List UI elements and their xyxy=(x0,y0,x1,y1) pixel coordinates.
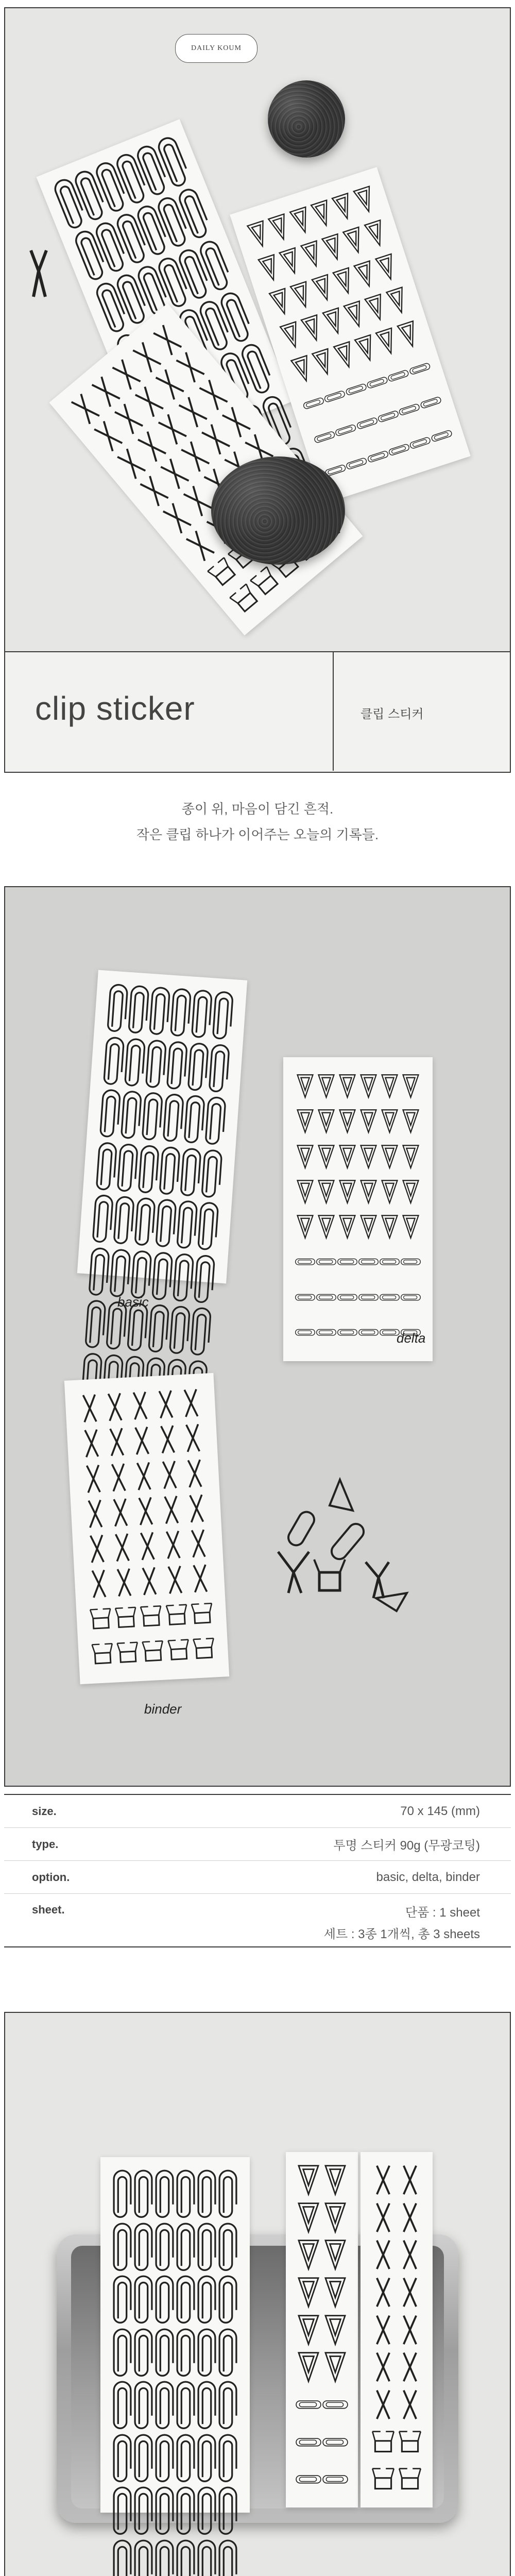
binder-clip-icon xyxy=(89,1636,116,1672)
triangle-clip-icon xyxy=(322,2348,349,2386)
paperclip-icon xyxy=(154,2433,175,2486)
triangle-clip-icon xyxy=(295,1069,316,1104)
intro-line-2: 작은 클립 하나가 이어주는 오늘의 기록들. xyxy=(136,827,379,842)
paperclip-icon xyxy=(175,2168,196,2222)
paperclip-icon xyxy=(133,2327,154,2380)
paperclip-icon xyxy=(175,2222,196,2275)
paperclip-icon xyxy=(111,1194,136,1248)
triangle-clip-icon xyxy=(358,1104,379,1139)
triangle-clip-icon xyxy=(337,1104,358,1139)
binder-clip-icon xyxy=(161,1562,188,1598)
binder-clip-icon xyxy=(104,1424,131,1461)
binder-clip-icon xyxy=(158,1492,185,1528)
triangle-clip-icon xyxy=(322,2161,349,2199)
triangle-clip-icon xyxy=(316,1209,337,1244)
flat-clip-icon xyxy=(337,1244,358,1279)
paperclip-icon xyxy=(217,2222,238,2275)
tin-case-photo xyxy=(4,2012,511,2576)
paperclip-icon xyxy=(133,2274,154,2327)
paperclip-icon xyxy=(133,2222,154,2275)
binder-clip-icon xyxy=(154,1421,181,1458)
paperclip-icon xyxy=(123,1036,147,1090)
paperclip-icon xyxy=(175,2433,196,2486)
triangle-clip-icon xyxy=(322,2199,349,2236)
paperclip-icon xyxy=(147,985,172,1039)
binder-clip-icon xyxy=(78,1425,105,1462)
paperclip-icon xyxy=(146,1302,171,1357)
paperclip-icon xyxy=(144,1038,168,1092)
triangle-clip-icon xyxy=(337,1139,358,1174)
stone-bottom xyxy=(211,456,345,565)
paperclip-icon xyxy=(140,1090,165,1144)
paperclip-icon xyxy=(154,2485,175,2538)
flat-clip-icon xyxy=(295,1280,316,1315)
binder-clip-icon xyxy=(82,1496,109,1532)
paperclip-icon xyxy=(161,1092,186,1146)
paperclip-icon xyxy=(83,1298,108,1352)
triangle-clip-icon xyxy=(322,2274,349,2311)
flat-clip-icon xyxy=(337,1280,358,1315)
spec-row-option xyxy=(4,1861,511,1894)
binder-clip-icon xyxy=(181,1455,209,1492)
triangle-clip-icon xyxy=(400,1104,421,1139)
paperclip-icon xyxy=(196,2538,217,2576)
triangle-clip-icon xyxy=(358,1209,379,1244)
binder-clip-icon xyxy=(138,1598,165,1635)
paperclip-icon xyxy=(112,2485,133,2538)
paperclip-icon xyxy=(175,2485,196,2538)
spec-key: sheet. xyxy=(32,1903,65,1916)
product-title: clip sticker xyxy=(35,690,195,727)
binder-clip-icon xyxy=(397,2461,423,2498)
binder-clip-icon xyxy=(397,2348,423,2386)
binder-clip-icon xyxy=(76,1390,104,1427)
brand-tag: DAILY KOUM xyxy=(175,34,258,63)
paperclip-icon xyxy=(133,2433,154,2486)
binder-clip-icon xyxy=(112,1600,140,1636)
paperclip-icon xyxy=(133,2538,154,2576)
triangle-clip-icon xyxy=(379,1174,400,1209)
binder-clip-icon xyxy=(101,1389,129,1426)
paperclip-icon xyxy=(112,2222,133,2275)
triangle-clip-icon xyxy=(337,1209,358,1244)
binder-clip-icon xyxy=(370,2386,397,2424)
binder-clip-icon xyxy=(114,1635,142,1671)
binder-clip-icon xyxy=(105,1459,132,1496)
triangle-clip-icon xyxy=(337,1069,358,1104)
caption-delta: delta xyxy=(397,1330,426,1346)
sticker-sheet-basic-tin xyxy=(100,2157,250,2513)
paperclip-icon xyxy=(175,2380,196,2433)
paperclip-icon xyxy=(112,2327,133,2380)
paperclip-icon xyxy=(196,1200,220,1254)
binder-clip-icon xyxy=(370,2274,397,2311)
binder-clip-icon xyxy=(140,1633,167,1670)
flat-clip-icon xyxy=(322,2386,349,2424)
paperclip-icon xyxy=(133,2168,154,2222)
paperclip-icon xyxy=(167,1304,192,1358)
flat-clip-icon xyxy=(316,1280,337,1315)
paperclip-icon xyxy=(199,1147,224,1201)
paperclip-icon xyxy=(217,2433,238,2486)
triangle-clip-icon xyxy=(295,2236,322,2274)
binder-clip-icon xyxy=(370,2424,397,2461)
binder-clip-icon xyxy=(177,1385,204,1421)
paperclip-icon xyxy=(136,1143,161,1197)
flat-clip-icon xyxy=(379,1280,400,1315)
paperclip-icon xyxy=(175,2274,196,2327)
triangle-clip-icon xyxy=(295,2274,322,2311)
spec-row-sheet xyxy=(4,1894,511,1947)
triangle-clip-icon xyxy=(316,1104,337,1139)
paperclip-icon xyxy=(112,2538,133,2576)
sticker-sheet-binder xyxy=(64,1373,229,1684)
hero-photo xyxy=(4,7,511,652)
paperclip-icon xyxy=(196,2222,217,2275)
triangle-clip-icon xyxy=(295,1139,316,1174)
triangle-clip-icon xyxy=(322,2311,349,2349)
triangle-clip-icon xyxy=(295,1174,316,1209)
triangle-clip-icon xyxy=(295,2161,322,2199)
flat-clip-icon xyxy=(400,1280,421,1315)
triangle-clip-icon xyxy=(295,2348,322,2386)
binder-clip-icon xyxy=(188,1596,216,1632)
triangle-clip-icon xyxy=(400,1069,421,1104)
sticker-sheet-binder-tin xyxy=(360,2152,433,2507)
paperclip-icon xyxy=(217,2485,238,2538)
title-bar xyxy=(4,652,511,773)
binder-clip-icon xyxy=(397,2386,423,2424)
sticker-sheet-delta xyxy=(283,1057,433,1361)
binder-clip-icon xyxy=(370,2461,397,2498)
paperclip-icon xyxy=(98,1088,123,1142)
triangle-clip-icon xyxy=(400,1139,421,1174)
paperclip-icon xyxy=(105,982,130,1036)
paperclip-icon xyxy=(133,2485,154,2538)
paperclip-icon xyxy=(87,1245,111,1299)
flat-clip-icon xyxy=(295,1244,316,1279)
paperclip-icon xyxy=(154,2538,175,2576)
stone-top xyxy=(268,80,345,158)
spec-value: 70 x 145 (mm) xyxy=(400,1804,480,1818)
spec-value: 단품 : 1 sheet xyxy=(405,1906,480,1920)
paperclip-icon xyxy=(182,1093,207,1147)
paperclip-icon xyxy=(157,1144,182,1198)
paperclip-icon xyxy=(188,1306,213,1360)
paperclip-icon xyxy=(108,1247,132,1301)
flat-clip-icon xyxy=(358,1315,379,1350)
paperclip-icon xyxy=(154,2380,175,2433)
paperclip-icon xyxy=(154,2168,175,2222)
binder-clip-icon xyxy=(183,1490,210,1527)
triangle-clip-icon xyxy=(400,1209,421,1244)
paperclip-icon xyxy=(196,2327,217,2380)
flat-clip-icon xyxy=(400,1244,421,1279)
triangle-clip-icon xyxy=(316,1139,337,1174)
flat-clip-icon xyxy=(358,1244,379,1279)
binder-clip-icon xyxy=(397,2236,423,2274)
binder-clip-icon xyxy=(160,1527,187,1563)
paperclip-icon xyxy=(112,2380,133,2433)
flat-clip-icon xyxy=(379,1244,400,1279)
spec-row-type xyxy=(4,1828,511,1861)
binder-clip-icon xyxy=(156,1456,183,1493)
binder-clip-icon xyxy=(370,2199,397,2236)
paperclip-icon xyxy=(126,984,151,1038)
paperclip-icon xyxy=(186,1041,211,1095)
triangle-clip-icon xyxy=(316,1069,337,1104)
paperclip-icon xyxy=(153,1197,178,1251)
paperclip-icon xyxy=(217,2538,238,2576)
paperclip-icon xyxy=(217,2168,238,2222)
binder-clip-icon xyxy=(134,1528,161,1565)
intro-text xyxy=(0,796,515,848)
binder-clip-icon xyxy=(397,2424,423,2461)
paperclip-icon xyxy=(175,1199,199,1253)
paperclip-icon xyxy=(115,1142,140,1196)
binder-clip-icon xyxy=(185,1526,212,1562)
paperclip-icon xyxy=(192,1253,217,1307)
triangle-clip-icon xyxy=(316,1174,337,1209)
triangle-clip-icon xyxy=(337,1174,358,1209)
title-divider xyxy=(333,652,334,771)
binder-clip-icon xyxy=(370,2348,397,2386)
flat-clip-icon xyxy=(316,1315,337,1350)
paperclip-icon xyxy=(196,2433,217,2486)
triangle-clip-icon xyxy=(379,1069,400,1104)
paperclip-icon xyxy=(112,2433,133,2486)
paperclip-icon xyxy=(207,1042,232,1096)
binder-clip-icon xyxy=(83,1531,111,1567)
binder-clip-icon xyxy=(397,2274,423,2311)
paperclip-icon xyxy=(112,2168,133,2222)
triangle-clip-icon xyxy=(358,1069,379,1104)
binder-clip-icon xyxy=(152,1386,179,1423)
binder-clip-icon xyxy=(397,2161,423,2199)
sticker-sheet-basic xyxy=(77,970,247,1284)
triangle-clip-icon xyxy=(295,1209,316,1244)
flat-clip-icon xyxy=(322,2461,349,2498)
triangle-clip-icon xyxy=(379,1104,400,1139)
paperclip-icon xyxy=(178,1146,203,1200)
paperclip-icon xyxy=(132,1196,157,1250)
triangle-clip-icon xyxy=(322,2236,349,2274)
flat-clip-icon xyxy=(295,2386,322,2424)
binder-clip-icon xyxy=(129,1422,156,1459)
binder-clip-icon xyxy=(163,1597,191,1633)
paperclip-icon xyxy=(175,2327,196,2380)
binder-clip-icon xyxy=(21,240,57,302)
flat-clip-icon xyxy=(295,1315,316,1350)
paperclip-icon xyxy=(101,1035,126,1089)
scattered-clips xyxy=(263,1469,417,1624)
paperclip-icon xyxy=(217,2327,238,2380)
paperclip-icon xyxy=(165,1039,190,1093)
spec-key: size. xyxy=(32,1804,57,1818)
paperclip-icon xyxy=(119,1089,144,1143)
binder-clip-icon xyxy=(136,1563,163,1600)
paperclip-icon xyxy=(171,1251,196,1306)
triangle-clip-icon xyxy=(358,1139,379,1174)
triangle-clip-icon xyxy=(295,2311,322,2349)
spec-value: basic, delta, binder xyxy=(376,1870,480,1884)
spec-value-2: 세트 : 3종 1개씩, 총 3 sheets xyxy=(323,1927,480,1941)
sticker-sheet-delta-tin xyxy=(286,2152,358,2507)
paperclip-icon xyxy=(211,989,235,1043)
paperclip-icon xyxy=(154,2327,175,2380)
binder-clip-icon xyxy=(397,2311,423,2349)
flat-clip-icon xyxy=(295,2461,322,2498)
triangle-clip-icon xyxy=(358,1174,379,1209)
caption-basic: basic xyxy=(117,1294,149,1310)
paperclip-icon xyxy=(196,2380,217,2433)
flat-clip-icon xyxy=(322,2424,349,2461)
intro-line-1: 종이 위, 마음이 담긴 흔적. xyxy=(181,801,334,817)
paperclip-icon xyxy=(150,1250,175,1304)
binder-clip-icon xyxy=(109,1529,136,1566)
binder-clip-icon xyxy=(179,1420,207,1456)
paperclip-icon xyxy=(196,2274,217,2327)
binder-clip-icon xyxy=(370,2311,397,2349)
paperclip-icon xyxy=(175,2538,196,2576)
binder-clip-icon xyxy=(87,1601,114,1637)
binder-clip-icon xyxy=(127,1387,154,1424)
flat-clip-icon xyxy=(358,1280,379,1315)
paperclip-icon xyxy=(154,2274,175,2327)
binder-clip-icon xyxy=(397,2199,423,2236)
spec-value: 투명 스티커 90g (무광코팅) xyxy=(333,1839,480,1853)
product-title-kr: 클립 스티커 xyxy=(360,707,424,721)
triangle-clip-icon xyxy=(295,1104,316,1139)
binder-clip-icon xyxy=(165,1632,192,1669)
binder-clip-icon xyxy=(80,1461,107,1497)
paperclip-icon xyxy=(190,988,214,1042)
paperclip-icon xyxy=(112,2274,133,2327)
paperclip-icon xyxy=(168,987,193,1041)
binder-clip-icon xyxy=(370,2161,397,2199)
options-photo xyxy=(4,886,511,1787)
paperclip-icon xyxy=(133,2380,154,2433)
binder-clip-icon xyxy=(107,1494,134,1531)
paperclip-icon xyxy=(196,2485,217,2538)
binder-clip-icon xyxy=(132,1493,160,1530)
flat-clip-icon xyxy=(337,1315,358,1350)
binder-clip-icon xyxy=(111,1564,138,1601)
paperclip-icon xyxy=(217,2380,238,2433)
spec-key: type. xyxy=(32,1837,59,1851)
paperclip-icon xyxy=(217,2274,238,2327)
triangle-clip-icon xyxy=(379,1139,400,1174)
triangle-clip-icon xyxy=(295,2199,322,2236)
triangle-clip-icon xyxy=(400,1174,421,1209)
paperclip-icon xyxy=(154,2222,175,2275)
binder-clip-icon xyxy=(370,2236,397,2274)
spec-row-size xyxy=(4,1795,511,1828)
paperclip-icon xyxy=(196,2168,217,2222)
paperclip-icon xyxy=(91,1193,115,1247)
caption-binder: binder xyxy=(144,1701,182,1717)
paperclip-icon xyxy=(94,1140,119,1194)
flat-clip-icon xyxy=(295,2424,322,2461)
triangle-clip-icon xyxy=(379,1209,400,1244)
binder-clip-icon xyxy=(130,1458,158,1494)
spec-key: option. xyxy=(32,1870,70,1884)
paperclip-icon xyxy=(203,1095,228,1149)
flat-clip-icon xyxy=(316,1244,337,1279)
binder-clip-icon xyxy=(85,1566,113,1602)
binder-clip-icon xyxy=(186,1561,214,1597)
binder-clip-icon xyxy=(190,1631,217,1667)
